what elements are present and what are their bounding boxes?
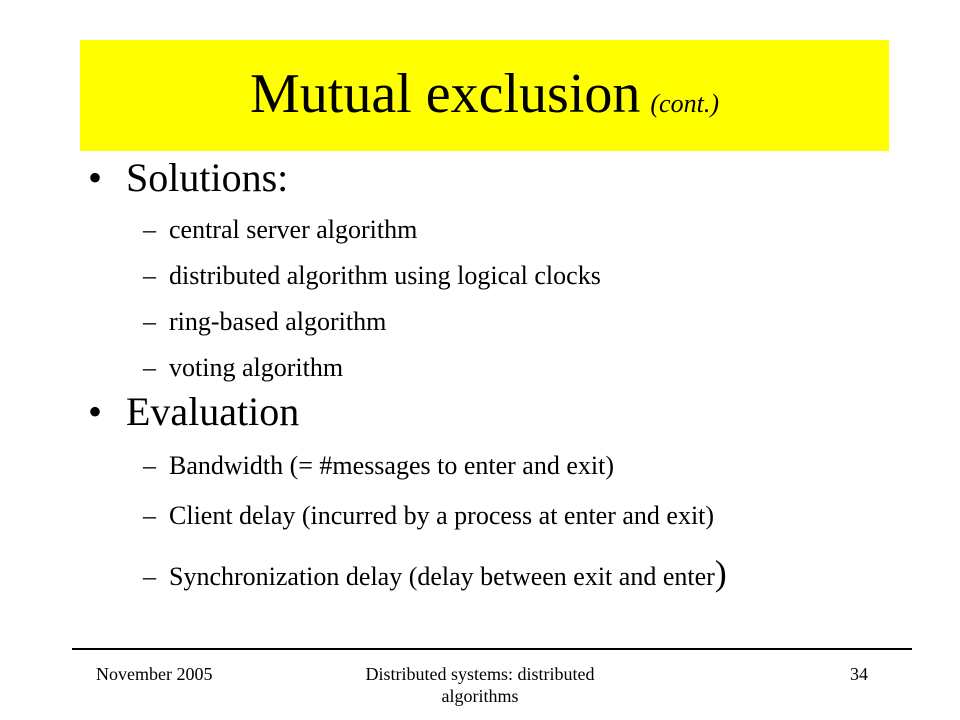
dash-marker: – — [143, 215, 156, 244]
dash-marker: – — [143, 353, 156, 382]
sub-item-text: ring-based algorithm — [169, 307, 387, 336]
footer-page-number: 34 — [850, 664, 868, 684]
sub-item-text: central server algorithm — [169, 215, 418, 244]
bullet-solutions — [88, 155, 289, 200]
slide-title-suffix: (cont.) — [650, 88, 719, 118]
footer-divider — [72, 648, 912, 650]
closing-paren: ) — [714, 553, 727, 593]
bullet-evaluation — [88, 389, 300, 434]
sub-item-text: Client delay (incurred by a process at enter and exit) — [169, 501, 715, 530]
sub-item — [143, 309, 386, 335]
sub-item — [143, 555, 727, 591]
sub-item — [143, 453, 614, 479]
title-banner — [80, 40, 889, 151]
dash-marker: – — [143, 501, 156, 530]
slide-title-main: Mutual exclusion — [250, 62, 641, 125]
dash-marker: – — [143, 261, 156, 290]
bullet-dot: • — [88, 155, 103, 200]
dash-marker: – — [143, 307, 156, 336]
sub-item-text: distributed algorithm using logical clocks — [169, 261, 601, 290]
bullet-dot: • — [88, 389, 103, 434]
dash-marker: – — [143, 451, 156, 480]
bullet-heading: Evaluation — [126, 389, 300, 434]
footer-date: November 2005 — [96, 664, 213, 684]
sub-item — [143, 355, 343, 381]
sub-item — [143, 263, 601, 289]
sub-item-text: voting algorithm — [169, 353, 344, 382]
sub-item — [143, 503, 714, 529]
footer-course-title: Distributed systems: distributed algorithms — [365, 664, 595, 706]
bullet-heading: Solutions: — [126, 155, 289, 200]
slide-title — [250, 62, 719, 125]
sub-item-text: Synchronization delay (delay between exit and enter — [169, 562, 715, 591]
dash-marker: – — [143, 562, 156, 591]
sub-item-text: Bandwidth (= #messages to enter and exit) — [169, 451, 614, 480]
sub-item — [143, 217, 417, 243]
